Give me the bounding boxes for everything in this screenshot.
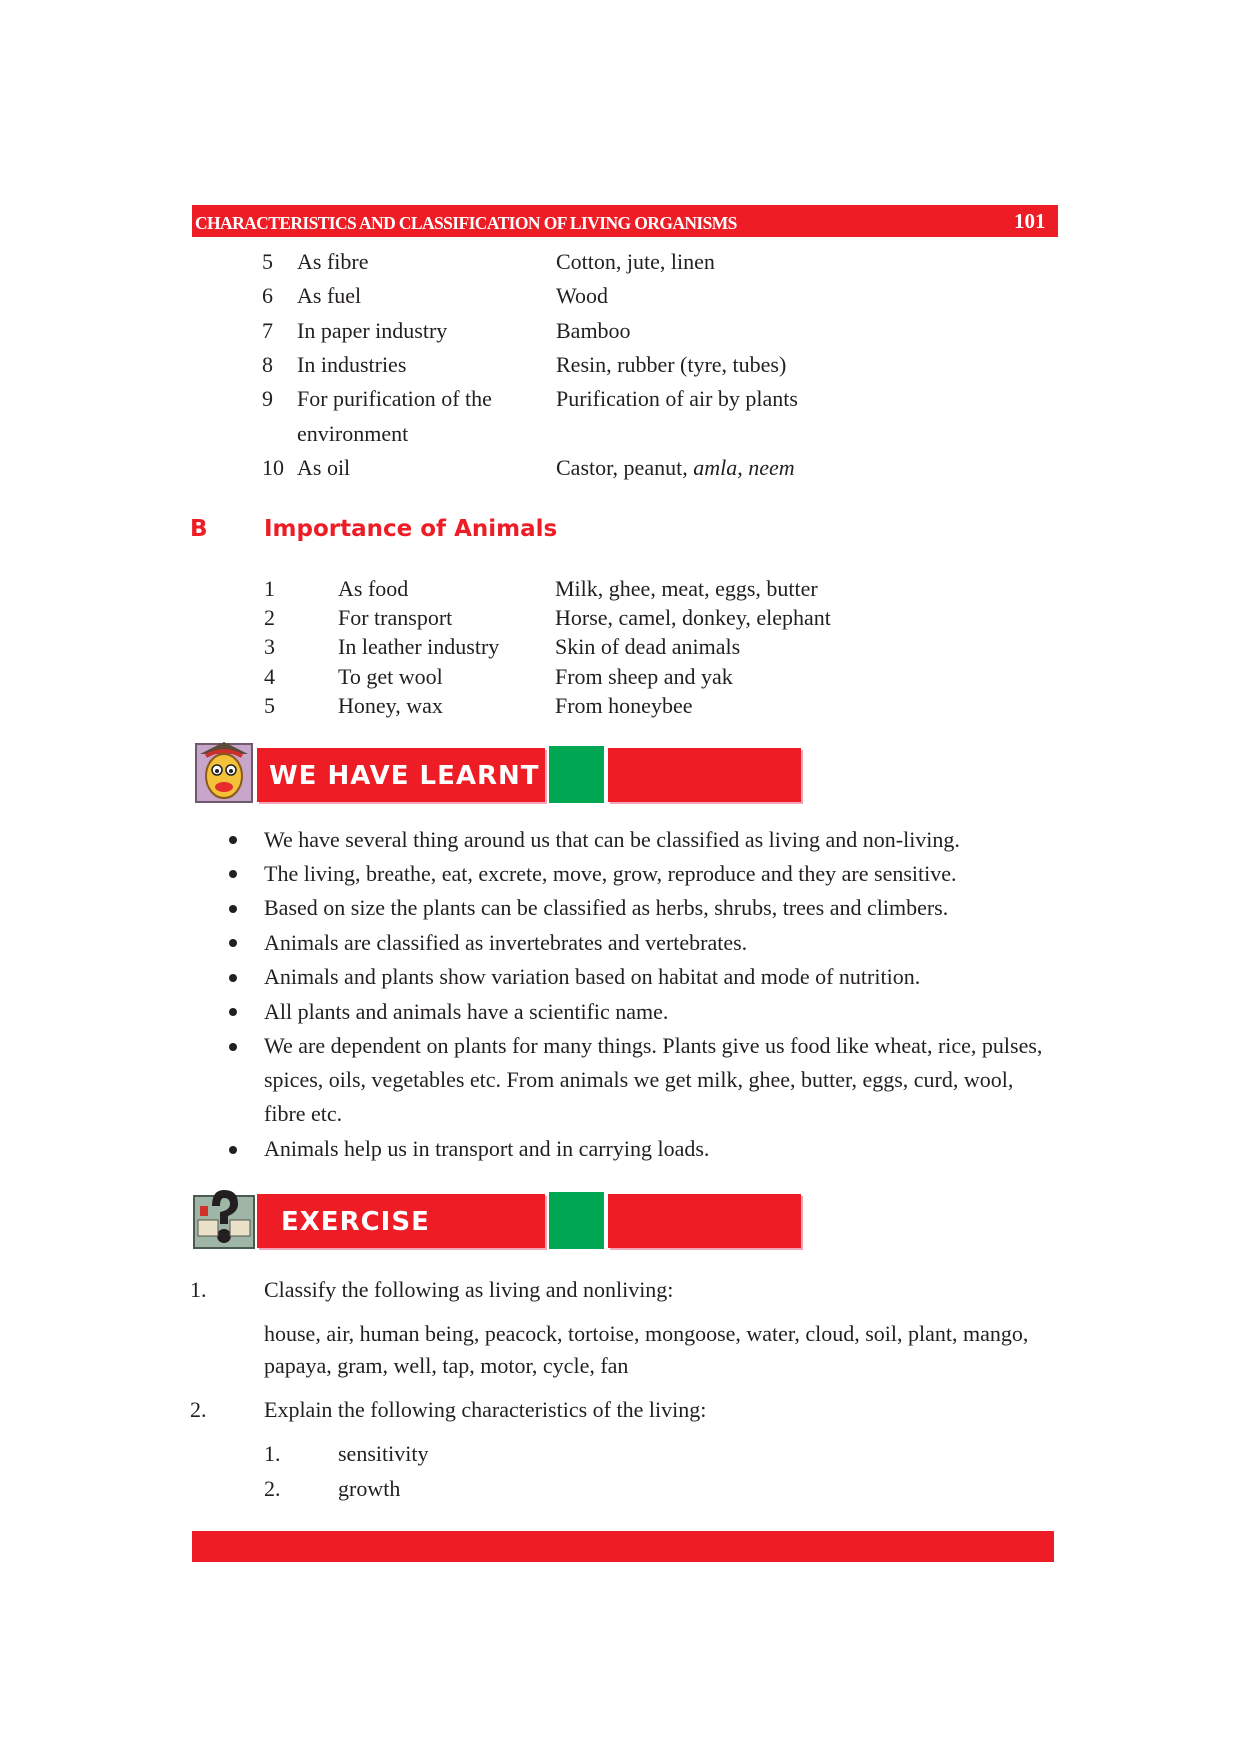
question-number: 1. — [190, 1277, 207, 1302]
list-item-number: 10 — [262, 455, 284, 480]
list-item-example: Resin, rubber (tyre, tubes) — [556, 352, 787, 377]
list-item-example: Bamboo — [556, 318, 631, 343]
bullet — [229, 939, 237, 947]
list-item-use-continued: environment — [297, 421, 409, 446]
list-item-number: 6 — [262, 283, 273, 308]
list-item-example: Horse, camel, donkey, elephant — [555, 605, 831, 630]
section-letter: B — [190, 516, 208, 542]
banner-red-block — [608, 748, 801, 802]
list-item-continued: spices, oils, vegetables etc. From animals we get milk, ghee, butter, eggs, curd, wool, — [264, 1067, 1014, 1092]
subitem-number: 2. — [264, 1476, 281, 1501]
we-have-learnt-title: WE HAVE LEARNT — [269, 761, 540, 791]
list-item: We have several thing around us that can be classified as living and non-living. — [264, 827, 960, 852]
list-item-example — [556, 454, 795, 482]
bullet — [229, 905, 237, 913]
list-item-number: 4 — [264, 664, 275, 689]
list-item: The living, breathe, eat, excrete, move, grow, reproduce and they are sensitive. — [264, 861, 957, 886]
bullet — [229, 1043, 237, 1051]
list-item: We are dependent on plants for many things. Plants give us food like wheat, rice, pulses, — [264, 1033, 1043, 1058]
list-item-example: Milk, ghee, meat, eggs, butter — [555, 576, 818, 601]
exercise-title: EXERCISE — [281, 1207, 430, 1237]
list-item-number: 1 — [264, 576, 275, 601]
bullet — [229, 870, 237, 878]
list-item-continued: fibre etc. — [264, 1101, 343, 1126]
bullet — [229, 836, 237, 844]
list-item-use: As fuel — [297, 283, 362, 308]
question-detail: house, air, human being, peacock, tortoise, mongoose, water, cloud, soil, plant, mango, — [264, 1321, 1029, 1346]
example-text: Castor, peanut, — [556, 455, 694, 480]
list-item-example: From honeybee — [555, 693, 693, 718]
list-item: Animals are classified as invertebrates and vertebrates. — [264, 930, 748, 955]
list-item-example: From sheep and yak — [555, 664, 733, 689]
list-item-use: For purification of the — [297, 386, 492, 411]
subitem-text: sensitivity — [338, 1441, 429, 1466]
list-item-example: Cotton, jute, linen — [556, 249, 715, 274]
list-item-number: 8 — [262, 352, 273, 377]
running-head: CHARACTERISTICS AND CLASSIFICATION OF LIVING ORGANISMS — [195, 213, 737, 233]
list-item-example: Skin of dead animals — [555, 634, 741, 659]
subitem-number: 1. — [264, 1441, 281, 1466]
question-text: Explain the following characteristics of the living: — [264, 1397, 707, 1422]
bullet — [229, 1008, 237, 1016]
list-item-number: 2 — [264, 605, 275, 630]
list-item-use: In leather industry — [338, 634, 500, 659]
list-item-use: As fibre — [297, 249, 369, 274]
list-item-use: To get wool — [338, 664, 443, 689]
list-item-number: 5 — [264, 693, 275, 718]
bullet — [229, 1146, 237, 1154]
question-book-icon — [192, 1186, 256, 1254]
list-item: Based on size the plants can be classified as herbs, shrubs, trees and climbers. — [264, 895, 949, 920]
list-item-number: 5 — [262, 249, 273, 274]
section-title: Importance of Animals — [264, 516, 558, 542]
question-number: 2. — [190, 1397, 207, 1422]
list-item-use: In industries — [297, 352, 407, 377]
list-item-use: As oil — [297, 455, 351, 480]
list-item: All plants and animals have a scientific name. — [264, 999, 669, 1024]
banner-green-block — [549, 1192, 604, 1249]
cartoon-face-icon — [192, 740, 256, 806]
bullet — [229, 974, 237, 982]
list-item-number: 3 — [264, 634, 275, 659]
list-item-use: In paper industry — [297, 318, 448, 343]
question-text: Classify the following as living and nonliving: — [264, 1277, 674, 1302]
list-item-number: 7 — [262, 318, 273, 343]
banner-red-block — [608, 1194, 801, 1248]
list-item-example: Wood — [556, 283, 609, 308]
subitem-text: growth — [338, 1476, 401, 1501]
list-item: Animals help us in transport and in carrying loads. — [264, 1136, 710, 1161]
list-item-example: Purification of air by plants — [556, 386, 798, 411]
footer-bar — [192, 1531, 1054, 1562]
list-item: Animals and plants show variation based on habitat and mode of nutrition. — [264, 964, 921, 989]
list-item-number: 9 — [262, 386, 273, 411]
question-detail: papaya, gram, well, tap, motor, cycle, fan — [264, 1353, 629, 1378]
page-number: 101 — [1014, 209, 1046, 233]
list-item-use: Honey, wax — [338, 693, 443, 718]
list-item-use: As food — [338, 576, 409, 601]
example-text-italic: amla, neem — [693, 455, 795, 480]
banner-green-block — [549, 746, 604, 803]
list-item-use: For transport — [338, 605, 453, 630]
